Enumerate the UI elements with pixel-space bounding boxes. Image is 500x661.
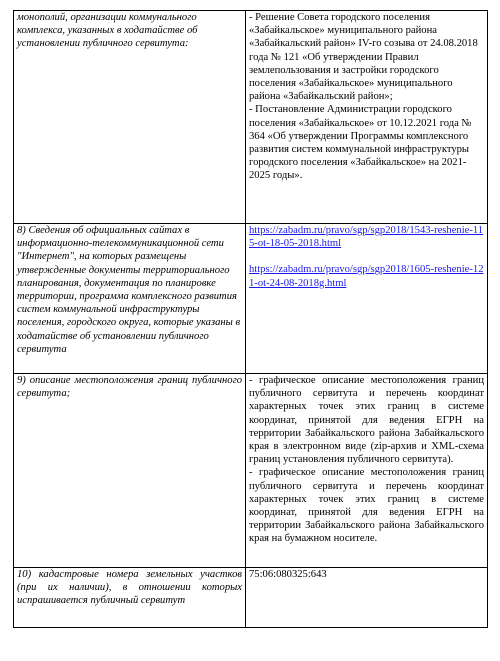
row-label: 8) Сведения об официальных сайтах в информационно-телекоммуникационной сети "Интернет", на которых размещены утвержденные документы территориального планирования, документация по планировке территории, программа комплексного развития систем коммунальной инфраструктуры поселения, городского округа, которые указаны в ходатайстве об установлении публичного сервитута — [14, 224, 246, 374]
description-entry: - графическое описание местоположения границ публичного сервитута и перечень координат характерных точек этих границ в системе координат, принятой для ведения ЕГРН на территории Забайкальского района Забайкальского края в электронном виде (zip-архив и XML-схема границ установления публичного сервитута). — [249, 375, 484, 466]
row-label: 9) описание местоположения границ публичного сервитута; — [14, 374, 246, 568]
table-row — [14, 374, 488, 568]
document-entry: - Постановление Администрации городского поселения «Забайкальское» от 10.12.2021 года № 364 «Об утверждении Программы комплексного развития систем коммунальной инфраструктуры городского поселения «Забайкальское» на 2021-2025 годы». — [249, 104, 472, 182]
table-row — [14, 224, 488, 374]
row-value — [246, 11, 488, 224]
document-entry: - Решение Совета городского поселения «Забайкальское» муниципального района «Забайкальский район» IV-го созыва от 24.08.2018 года № 121 «Об утверждении Правил землепользования и застройки городского поселения «Забайкальское» муниципального района «Забайкальский район»; — [249, 12, 478, 103]
table-row — [14, 568, 488, 628]
row-label: 10) кадастровые номера земельных участков (при их наличии), в отношении которых испрашивается публичный сервитут — [14, 568, 246, 628]
website-link[interactable]: https://zabadm.ru/pravo/sgp/sgp2018/1543-reshenie-115-ot-18-05-2018.html — [249, 225, 484, 250]
servitude-info-table — [13, 10, 488, 628]
row-value — [246, 374, 488, 568]
description-entry: - графическое описание местоположения границ публичного сервитута и перечень координат характерных точек этих границ в системе координат, принятой для ведения ЕГРН на территории Забайкальского района Забайкальского края на бумажном носителе. — [249, 467, 484, 545]
row-value — [246, 224, 488, 374]
row-value — [246, 568, 488, 628]
website-link[interactable]: https://zabadm.ru/pravo/sgp/sgp2018/1605-reshenie-121-ot-24-08-2018g.html — [249, 264, 484, 289]
table-row — [14, 11, 488, 224]
cadastral-number: 75:06:080325:643 — [249, 569, 327, 580]
row-label: монополий, организации коммунального комплекса, указанных в ходатайстве об установлении публичного сервитута: — [14, 11, 246, 224]
